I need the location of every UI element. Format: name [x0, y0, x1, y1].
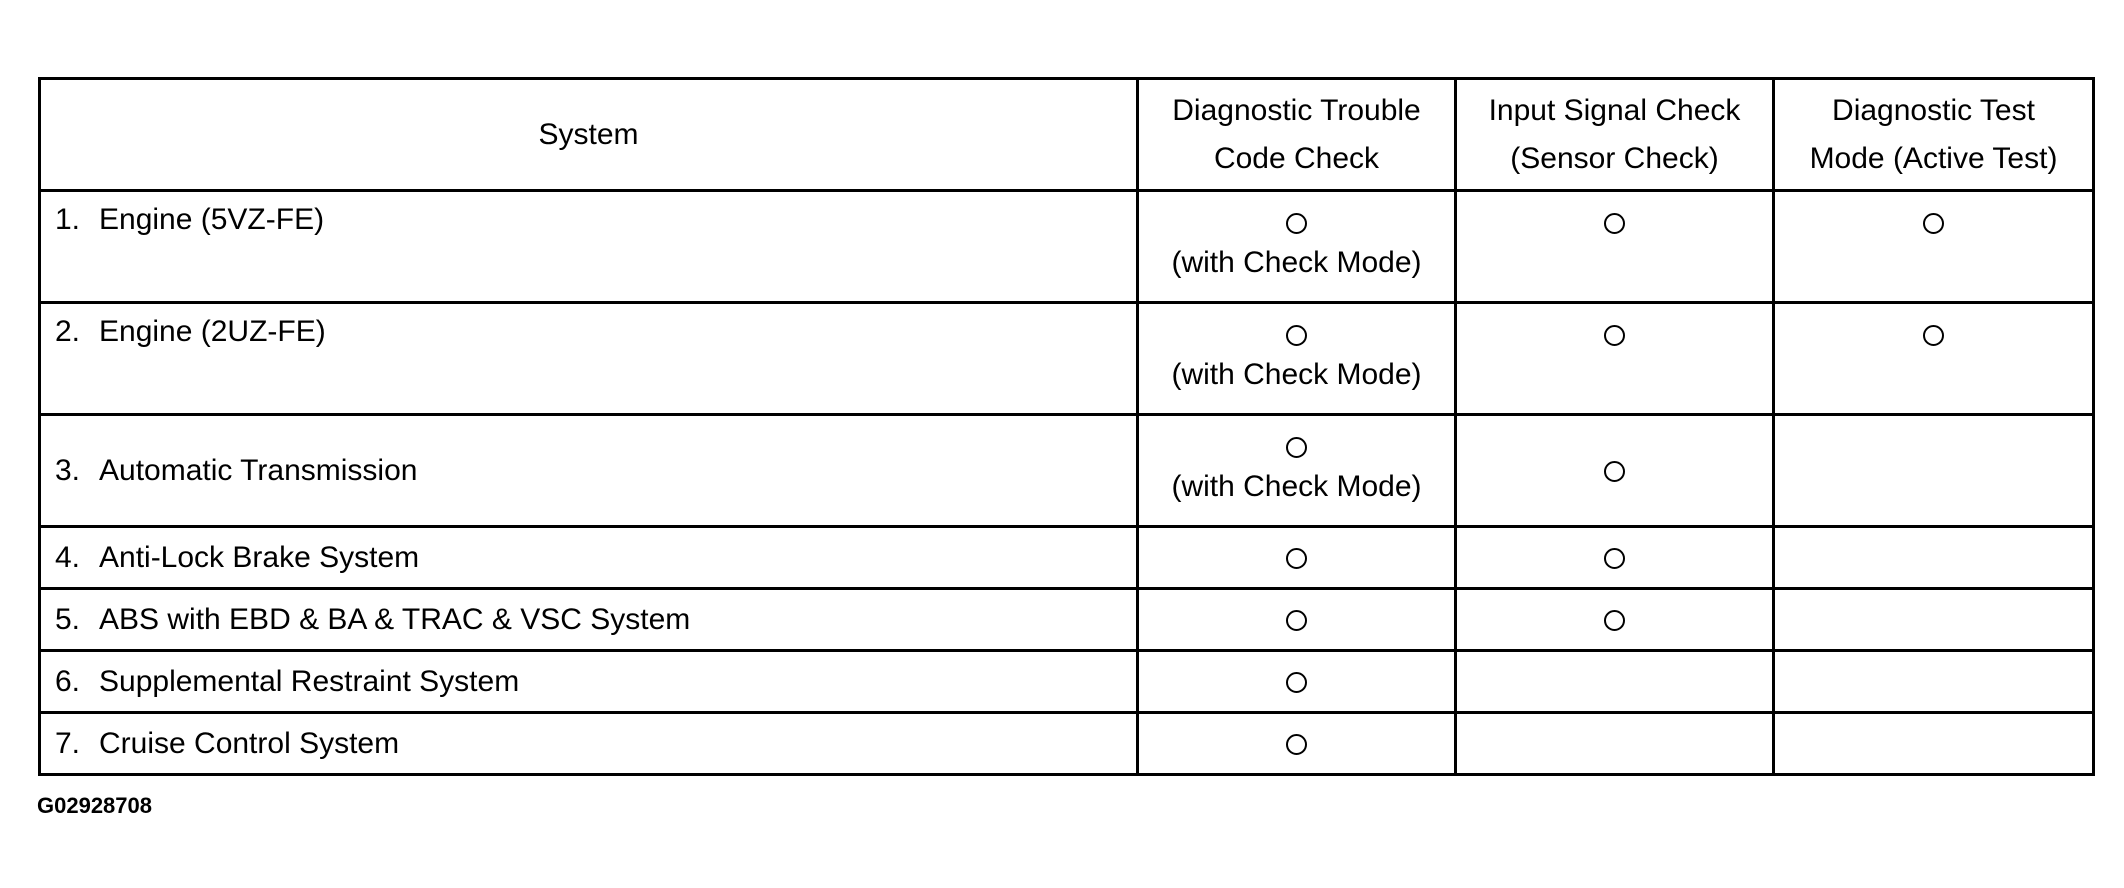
active-test-cell [1774, 589, 2094, 651]
diagnostic-function-table [38, 77, 2095, 776]
header-dtc-line2: Code Check [1213, 141, 1380, 175]
input-signal-cell [1456, 651, 1774, 713]
table-row [40, 415, 2094, 527]
check-mode-note: (with Check Mode) [1171, 470, 1422, 503]
figure-reference-code: G02928708 [37, 793, 152, 818]
table-row [40, 527, 2094, 589]
active-test-cell [1774, 191, 2094, 303]
active-test-cell [1774, 651, 2094, 713]
open-circle-icon [1604, 325, 1625, 346]
open-circle-icon [1604, 213, 1625, 234]
system-cell [40, 527, 1138, 589]
header-active-line2: Mode (Active Test) [1809, 141, 2058, 175]
check-mode-note: (with Check Mode) [1171, 246, 1422, 279]
open-circle-icon [1286, 325, 1307, 346]
dtc-check-cell [1138, 589, 1456, 651]
open-circle-icon [1286, 672, 1307, 693]
system-cell [40, 303, 1138, 415]
header-input-signal-check [1456, 79, 1774, 191]
input-signal-cell [1456, 415, 1774, 527]
dtc-check-cell [1138, 713, 1456, 775]
system-name: Cruise Control System [99, 726, 400, 760]
dtc-check-cell [1138, 191, 1456, 303]
open-circle-icon [1286, 548, 1307, 569]
table-row [40, 191, 2094, 303]
table-row [40, 713, 2094, 775]
open-circle-icon [1923, 325, 1944, 346]
dtc-check-cell [1138, 303, 1456, 415]
check-mode-note: (with Check Mode) [1171, 358, 1422, 391]
system-name: Engine (2UZ-FE) [99, 315, 326, 348]
active-test-cell [1774, 713, 2094, 775]
input-signal-cell [1456, 191, 1774, 303]
input-signal-cell [1456, 713, 1774, 775]
open-circle-icon [1286, 734, 1307, 755]
header-dtc-line1: Diagnostic Trouble [1172, 93, 1421, 127]
header-active-test [1774, 79, 2094, 191]
open-circle-icon [1604, 548, 1625, 569]
active-test-cell [1774, 415, 2094, 527]
table-header-row [40, 79, 2094, 191]
open-circle-icon [1604, 610, 1625, 631]
open-circle-icon [1604, 461, 1625, 482]
dtc-check-cell [1138, 415, 1456, 527]
system-cell [40, 651, 1138, 713]
system-cell [40, 191, 1138, 303]
row-number: 1. [55, 203, 81, 236]
dtc-check-cell [1138, 527, 1456, 589]
input-signal-cell [1456, 527, 1774, 589]
header-input-line1: Input Signal Check [1488, 93, 1741, 127]
table-row [40, 589, 2094, 651]
table-row [40, 651, 2094, 713]
table-row [40, 303, 2094, 415]
row-number: 3. [55, 453, 81, 487]
system-name: Automatic Transmission [99, 453, 418, 487]
row-number: 5. [55, 602, 81, 636]
header-system-label: System [538, 117, 639, 151]
open-circle-icon [1286, 610, 1307, 631]
system-cell [40, 713, 1138, 775]
system-cell [40, 589, 1138, 651]
system-name: Anti-Lock Brake System [99, 540, 420, 574]
header-input-line2: (Sensor Check) [1510, 141, 1719, 175]
system-name: Supplemental Restraint System [99, 664, 520, 698]
active-test-cell [1774, 303, 2094, 415]
header-dtc-check [1138, 79, 1456, 191]
row-number: 2. [55, 315, 81, 348]
input-signal-cell [1456, 589, 1774, 651]
open-circle-icon [1286, 437, 1307, 458]
row-number: 6. [55, 664, 81, 698]
dtc-check-cell [1138, 651, 1456, 713]
header-system [40, 79, 1138, 191]
row-number: 7. [55, 726, 81, 760]
input-signal-cell [1456, 303, 1774, 415]
open-circle-icon [1923, 213, 1944, 234]
system-name: ABS with EBD & BA & TRAC & VSC System [99, 602, 691, 636]
system-cell [40, 415, 1138, 527]
active-test-cell [1774, 527, 2094, 589]
open-circle-icon [1286, 213, 1307, 234]
header-active-line1: Diagnostic Test [1832, 93, 2035, 127]
system-name: Engine (5VZ-FE) [99, 203, 325, 236]
row-number: 4. [55, 540, 81, 574]
